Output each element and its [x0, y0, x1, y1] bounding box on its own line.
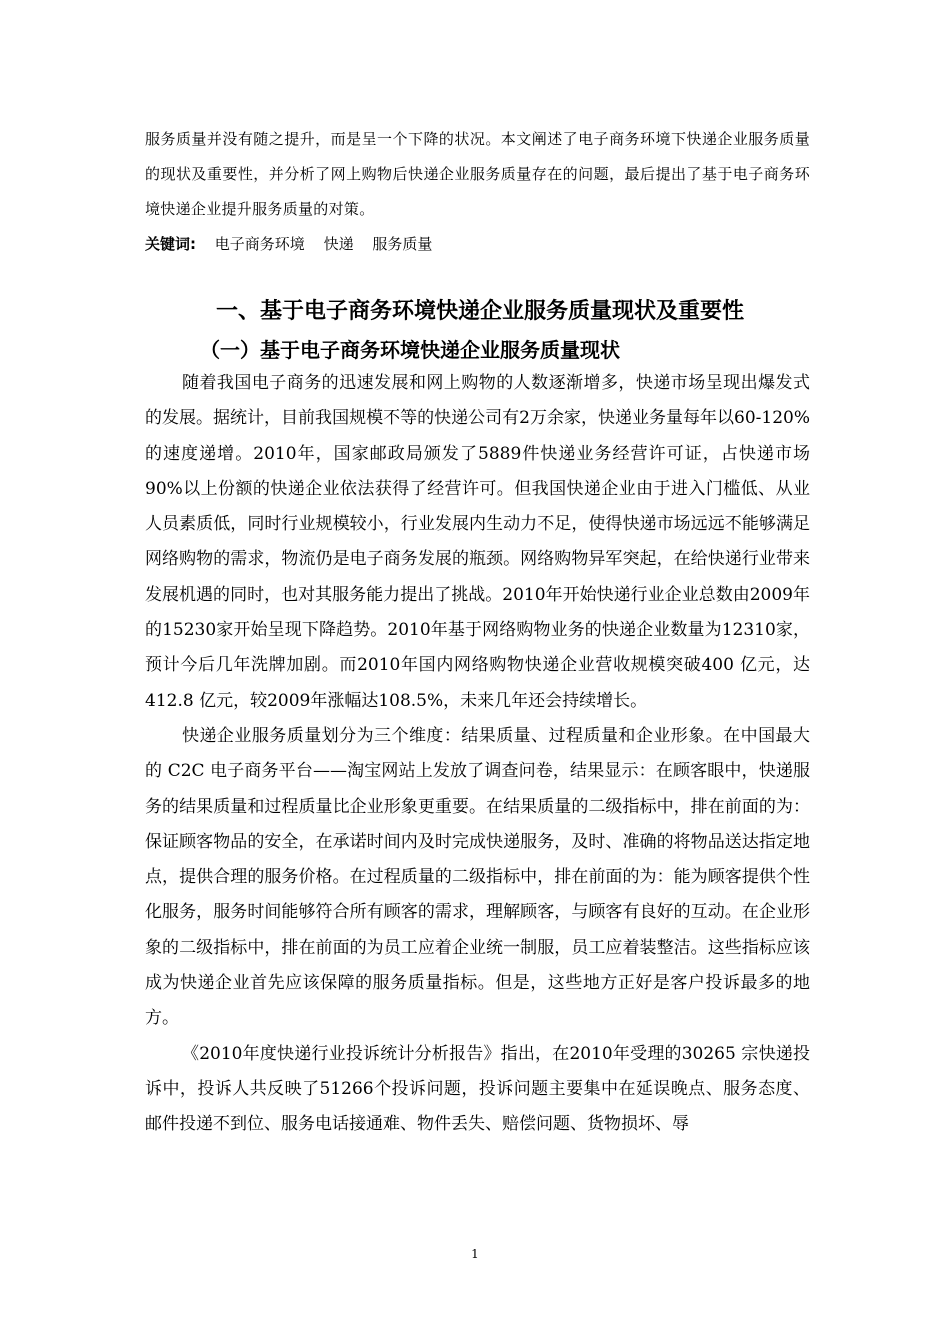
keywords-label: 关键词: — [145, 235, 196, 253]
body-text — [145, 366, 810, 1143]
keyword-item: 快递 — [323, 235, 354, 253]
abstract-text: 服务质量并没有随之提升，而是呈一个下降的状况。本文阐述了电子商务环境下快递企业服务质量的现状及重要性，并分析了网上购物后快递企业服务质量存在的问题，最后提出了基于电子商务环境快递企业提升服务质量的对策。 — [145, 130, 810, 218]
keyword-item: 服务质量 — [372, 235, 433, 253]
keywords-line — [145, 229, 432, 259]
page-number: 1 — [471, 1247, 479, 1261]
paragraph: 《2010年度快递行业投诉统计分析报告》指出，在2010年受理的30265 宗快递投诉中，投诉人共反映了51266个投诉问题，投诉问题主要集中在延误晚点、服务态度、邮件投递不到位、服务电话接通难、物件丢失、赔偿问题、货物损坏、辱 — [145, 1043, 810, 1135]
paragraph: 随着我国电子商务的迅速发展和网上购物的人数逐渐增多，快递市场呈现出爆发式的发展。据统计，目前我国规模不等的快递公司有2万余家，快递业务量每年以60-120%的速度递增。2010年，国家邮政局颁发了5889件快递业务经营许可证，占快递市场90%以上份额的快递企业依法获得了经营许可。但我国快递企业由于进入门槛低、从业人员素质低，同时行业规模较小，行业发展内生动力不足，使得快递市场远远不能够满足网络购物的需求，物流仍是电子商务发展的瓶颈。网络购物异军突起，在给快递行业带来发展机遇的同时，也对其服务能力提出了挑战。2010年开始快递行业企业总数由2009年的15230家开始呈现下降趋势。2010年基于网络购物业务的快递企业数量为12310家，预计今后几年洗牌加剧。而2010年国内网络购物快递企业营收规模突破400 亿元，达412.8 亿元，较2009年涨幅达108.5%，未来几年还会持续增长。 — [145, 373, 810, 711]
keyword-item: 电子商务环境 — [214, 235, 305, 253]
section-heading: 一、基于电子商务环境快递企业服务质量现状及重要性 — [215, 299, 744, 324]
paragraph: 快递企业服务质量划分为三个维度：结果质量、过程质量和企业形象。在中国最大的 C2C 电子商务平台——淘宝网站上发放了调查问卷，结果显示：在顾客眼中，快递服务的结果质量和过程质量比企业形象更重要。在结果质量的二级指标中，排在前面的为：保证顾客物品的安全，在承诺时间内及时完成快递服务，及时、准确的将物品送达指定地点，提供合理的服务价格。在过程质量的二级指标中，排在前面的为：能为顾客提供个性化服务，服务时间能够符合所有顾客的需求，理解顾客，与顾客有良好的互动。在企业形象的二级指标中，排在前面的为员工应着企业统一制服，员工应着装整洁。这些指标应该成为快递企业首先应该保障的服务质量指标。但是，这些地方正好是客户投诉最多的地方。 — [145, 725, 810, 1029]
subsection-heading: （一）基于电子商务环境快递企业服务质量现状 — [200, 338, 620, 362]
